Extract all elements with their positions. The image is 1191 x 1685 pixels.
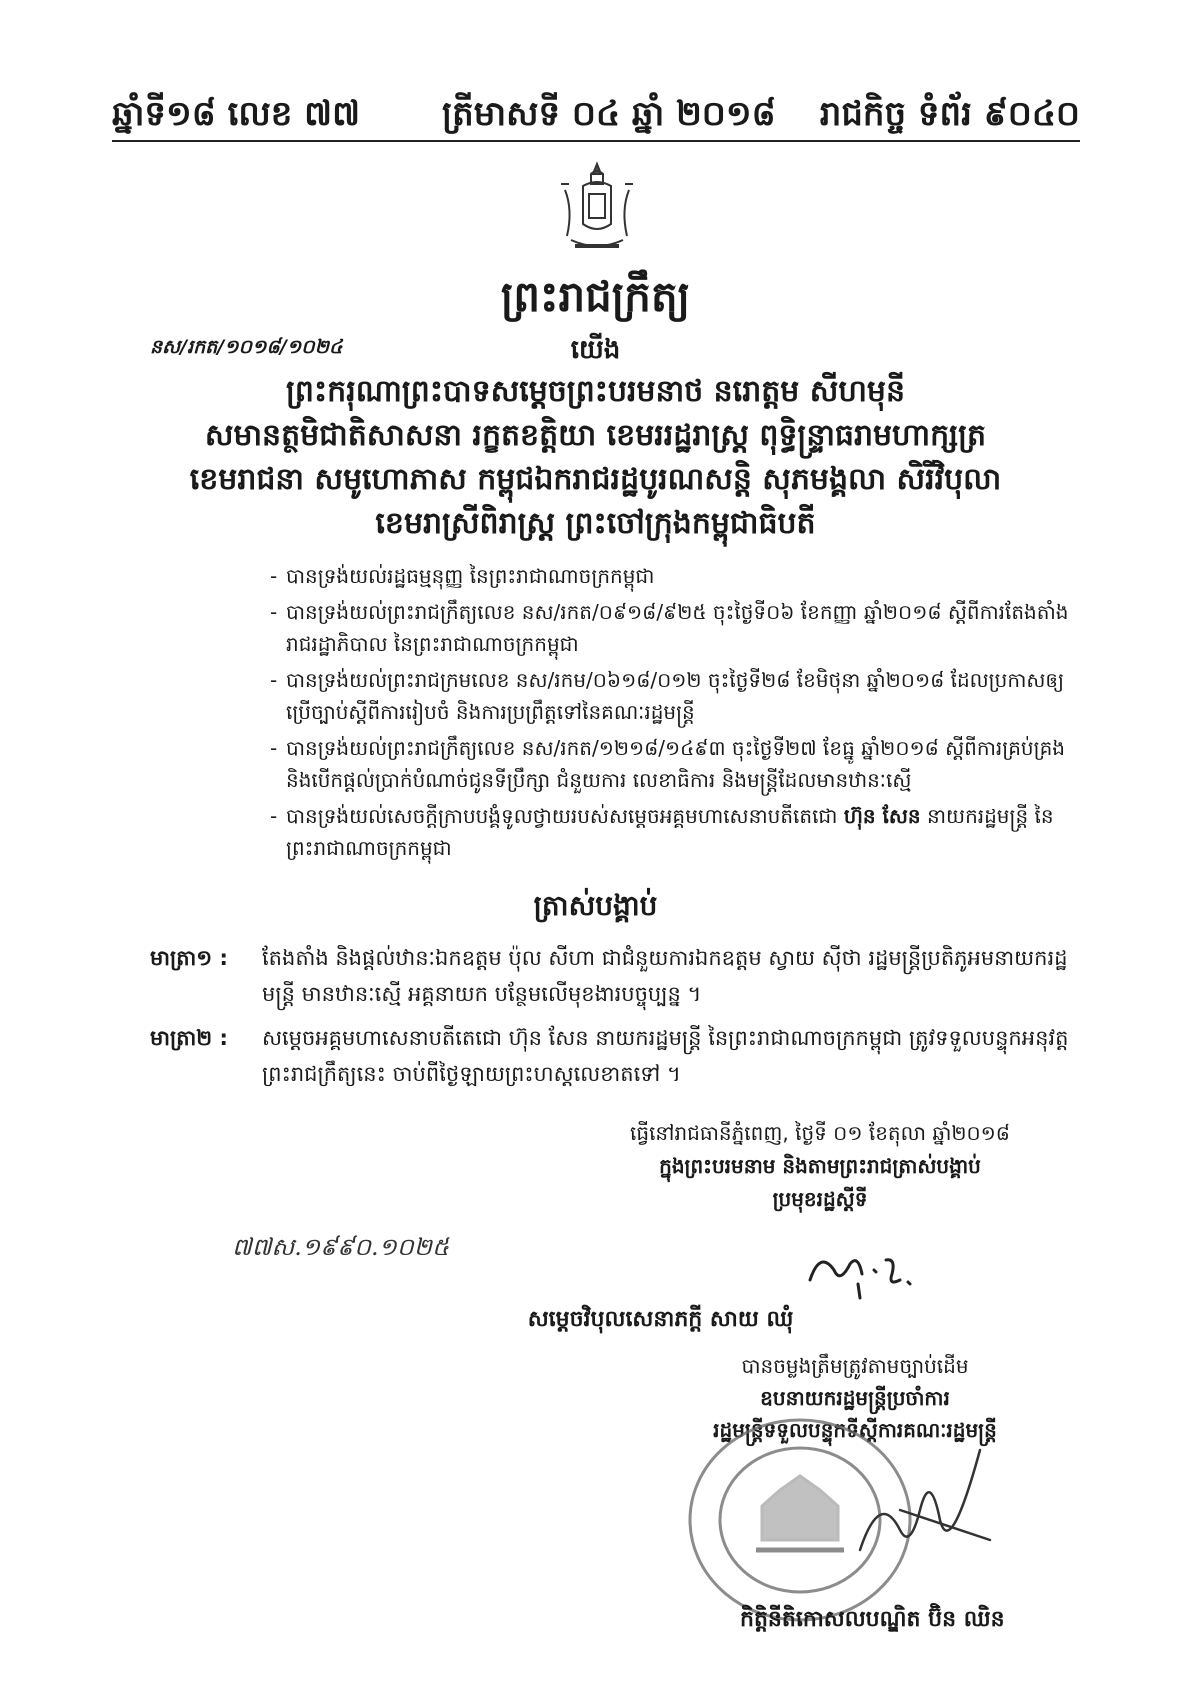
royal-titles [0,370,1191,546]
reference-item: - បានទ្រង់យល់ព្រះរាជក្រឹត្យលេខ នស/រកត/១២១៨/១៤៩៣ ចុះថ្ងៃទី២៧ ខែធ្នូ ឆ្នាំ២០១៨ ស្តីពីការគ្រប់គ្រង និងបើកផ្តល់ប្រាក់បំណាច់ជូនទីប្រឹក្សា ជំនួយការ លេខាធិការ និងមន្ត្រីដែលមានឋានៈស្មើ [270,732,1070,796]
certifier-signature-icon [840,1430,1010,1580]
decree-we: យើង [570,335,621,365]
gazette-year-issue: ឆ្នាំទី១៨ លេខ ៧៧ [112,94,360,134]
certified-copy-line: បានចម្លងត្រឹមត្រូវតាមច្បាប់ដើម [741,1354,969,1378]
signature-block [560,1117,1080,1216]
gazette-header [112,92,1080,142]
reference-item: - បានទ្រង់យល់រដ្ឋធម្មនុញ្ញ នៃព្រះរាជាណាចក្រកម្ពុជា [270,560,1070,592]
royal-coat-of-arms-icon [555,160,639,260]
article-text: តែងតាំង និងផ្តល់ឋានៈឯកឧត្តម ប៉ុល សីហា ជាជំនួយការឯកឧត្តម ស្វាយ ស៊ីថា រដ្ឋមន្ត្រីប្រតិភូអមនាយករដ្ឋមន្ត្រី មានឋានៈស្មើ អគ្គនាយក បន្ថែមលើមុខងារបច្ចុប្បន្ន ។ [262,946,1068,1006]
signatory-name: សម្តេចវិបុលសេនាភក្តី សាយ ឈុំ [527,1307,794,1332]
article-2 [150,1020,1080,1092]
gazette-quarter: ត្រីមាសទី ០៤ ឆ្នាំ ២០១៨ [442,94,776,134]
article-label: មាត្រា១ : [150,946,228,970]
deputy-pm-line: ឧបនាយករដ្ឋមន្ត្រីប្រចាំការ [760,1386,950,1410]
certifier-name: កិត្តិនីតិកោសលបណ្ឌិត ប៊ិន ឈិន [740,1607,1005,1632]
authority-line: ក្នុងព្រះបរមនាម និងតាមព្រះរាជត្រាស់បង្គាប់ [659,1154,981,1178]
decree-title: ព្រះរាជក្រឹត្យ [500,272,691,321]
references-list [270,560,1070,868]
acting-head-of-state: ប្រមុខរដ្ឋស្តីទី [772,1187,868,1211]
reference-item: - បានទ្រង់យល់ព្រះរាជក្រឹត្យលេខ នស/រកត/០៩១៨/៩២៥ ចុះថ្ងៃទី០៦ ខែកញ្ញា ឆ្នាំ២០១៨ ស្តីពីការតែងតាំងរាជរដ្ឋាភិបាល នៃព្រះរាជាណាចក្រកម្ពុជា [270,596,1070,660]
handwritten-registration-number: ៧៧ស.១៩៩០.១០២៥ [232,1233,449,1261]
royal-title-line: ខេមរាស្រីពិរាស្ត្រ ព្រះចៅក្រុងកម្ពុជាធិបតី [375,506,816,541]
royal-title-line: ព្រះករុណាព្រះបាទសម្តេចព្រះបរមនាថ នរោត្តម សីហមុនី [286,374,905,409]
royal-title-line: សមានត្ថមិជាតិសាសនា រក្ខតខត្តិយា ខេមររដ្ឋរាស្ត្រ ពុទ្ធិន្ទ្រាធរាមហាក្សត្រ [204,418,987,453]
article-1 [150,940,1080,1012]
decree-number: នស/រកត/១០១៨/១០២៤ [150,336,343,358]
gazette-page: រាជកិច្ច ទំព័រ ៩០៤០ [819,94,1080,134]
reference-item: - បានទ្រង់យល់សេចក្តីក្រាបបង្គំទូលថ្វាយរបស់សម្តេចអគ្គមហាសេនាបតីតេជោ ហ៊ុន សែន នាយករដ្ឋមន្ត្រី នៃព្រះរាជាណាចក្រកម្ពុជា [270,800,1070,864]
signature-icon [800,1240,920,1300]
place-date: ធ្វើនៅរាជធានីភ្នំពេញ, ថ្ងៃទី ០១ ខែតុលា ឆ្នាំ២០១៨ [630,1121,1010,1145]
article-label: មាត្រា២ : [150,1026,228,1050]
decides-heading: ត្រាស់បង្គាប់ [533,889,658,922]
article-text: សម្តេចអគ្គមហាសេនាបតីតេជោ ហ៊ុន សែន នាយករដ្ឋមន្ត្រី នៃព្រះរាជាណាចក្រកម្ពុជា ត្រូវទទួលបន្ទុកអនុវត្តព្រះរាជក្រឹត្យនេះ ចាប់ពីថ្ងៃឡាយព្រះហស្តលេខាតទៅ ។ [262,1026,1069,1086]
pm-name-bold: ហ៊ុន សែន [843,804,921,828]
council-minister-line: រដ្ឋមន្ត្រីទទួលបន្ទុកទីស្តីការគណៈរដ្ឋមន្ត្រី [713,1418,997,1442]
royal-title-line: ខេមរាជនា សមូហោភាស កម្ពុជឯករាជរដ្ឋបូរណសន្តិ សុភមង្គលា សិរីវិបុលា [189,462,1002,497]
reference-item: - បានទ្រង់យល់ព្រះរាជក្រមលេខ នស/រកម/០៦១៨/០១២ ចុះថ្ងៃទី២៨ ខែមិថុនា ឆ្នាំ២០១៨ ដែលប្រកាសឲ្យប្រើច្បាប់ស្តីពីការរៀបចំ និងការប្រព្រឹត្តទៅនៃគណៈរដ្ឋមន្ត្រី [270,664,1070,728]
